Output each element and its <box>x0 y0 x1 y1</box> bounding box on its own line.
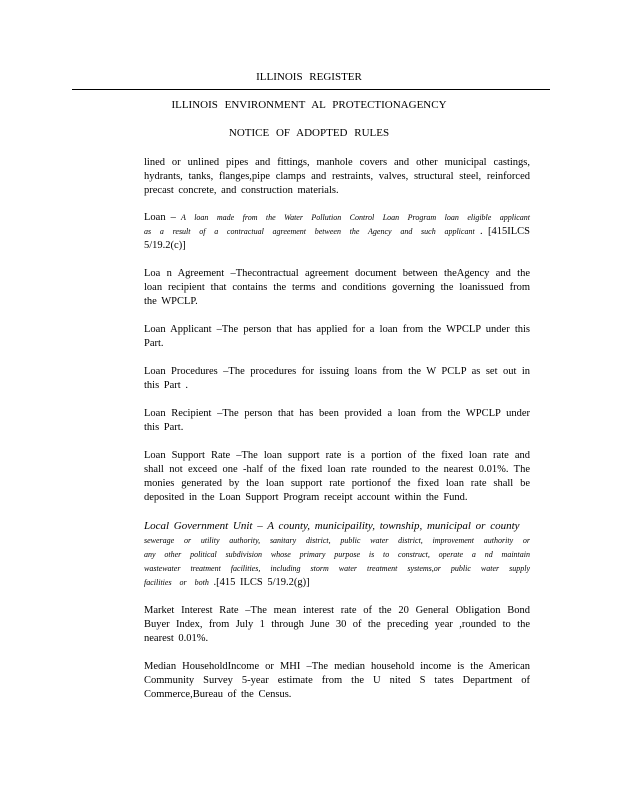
definition-median-household-income: Median HouseholdIncome or MHI –The median household income is the American Community Survey 5-year estimate from the U nited S tates Department of Commerce,Bureau of the Census. <box>144 661 530 700</box>
paragraph-materials: lined or unlined pipes and fittings, manhole covers and other municipal castings, hydrants, tanks, flanges,pipe clamps and restraints, valves, structural steel, reinforced precast concrete, and construction materials. <box>144 157 530 196</box>
term-local-government-unit: Local Government Unit – A county, municipaility, township, municipal or county <box>144 520 520 532</box>
notice-title: NOTICE OF ADOPTED RULES <box>228 127 390 139</box>
definition-lgu-text: sewerage or utility authority, sanitary district, public water district, improvement authority or any other political subdivision whose primary purpose is to construct, operate a nd maintain wastewater treatment facilities, including storm water treatment systems,or public water supply facilities or both <box>144 536 530 587</box>
definition-market-interest-rate: Market Interest Rate –The mean interest rate of the 20 General Obligation Bond Buyer Index, from July 1 through June 30 of the preceding year ,rounded to the nearest 0.01%. <box>144 605 530 644</box>
definition-loan-support-rate: Loan Support Rate –The loan support rate is a portion of the fixed loan rate and shall not exceed one -half of the fixed loan rate rounded to the nearest 0.01%. The monies generated by the loan support rate portionof the fixed loan rate shall be deposited in the Loan Support Program receipt account within the Fund. <box>144 450 530 503</box>
term-loan: Loan – <box>144 212 176 223</box>
definition-loan-agreement: Loa n Agreement –Thecontractual agreement document between theAgency and the loan recipient that contains the terms and conditions governing the loanissued from the WPCLP. <box>144 268 530 307</box>
header-rule <box>72 89 550 90</box>
definition-loan-text: A loan made from the Water Pollution Control Loan Program loan eligible applicant as a result of a contractual agreement between the Agency and such applicant <box>144 213 531 236</box>
definition-loan-recipient: Loan Recipient –The person that has been provided a loan from the WPCLP under this Part. <box>144 408 530 433</box>
definition-loan <box>144 211 530 253</box>
definition-loan-procedures: Loan Procedures –The procedures for issuing loans from the W PCLP as set out in this Part . <box>144 366 530 391</box>
citation-loan: . [415ILCS 5/19.2(c)] <box>144 226 531 251</box>
register-title: ILLINOIS REGISTER <box>256 71 362 83</box>
citation-lgu: .[415 ILCS 5/19.2(g)] <box>213 577 310 588</box>
definition-local-government-unit <box>144 519 530 590</box>
definition-loan-applicant: Loan Applicant –The person that has applied for a loan from the WPCLP under this Part. <box>144 324 530 349</box>
agency-title: ILLINOIS ENVIRONMENT AL PROTECTIONAGENCY <box>171 99 447 111</box>
document-body <box>144 156 530 716</box>
